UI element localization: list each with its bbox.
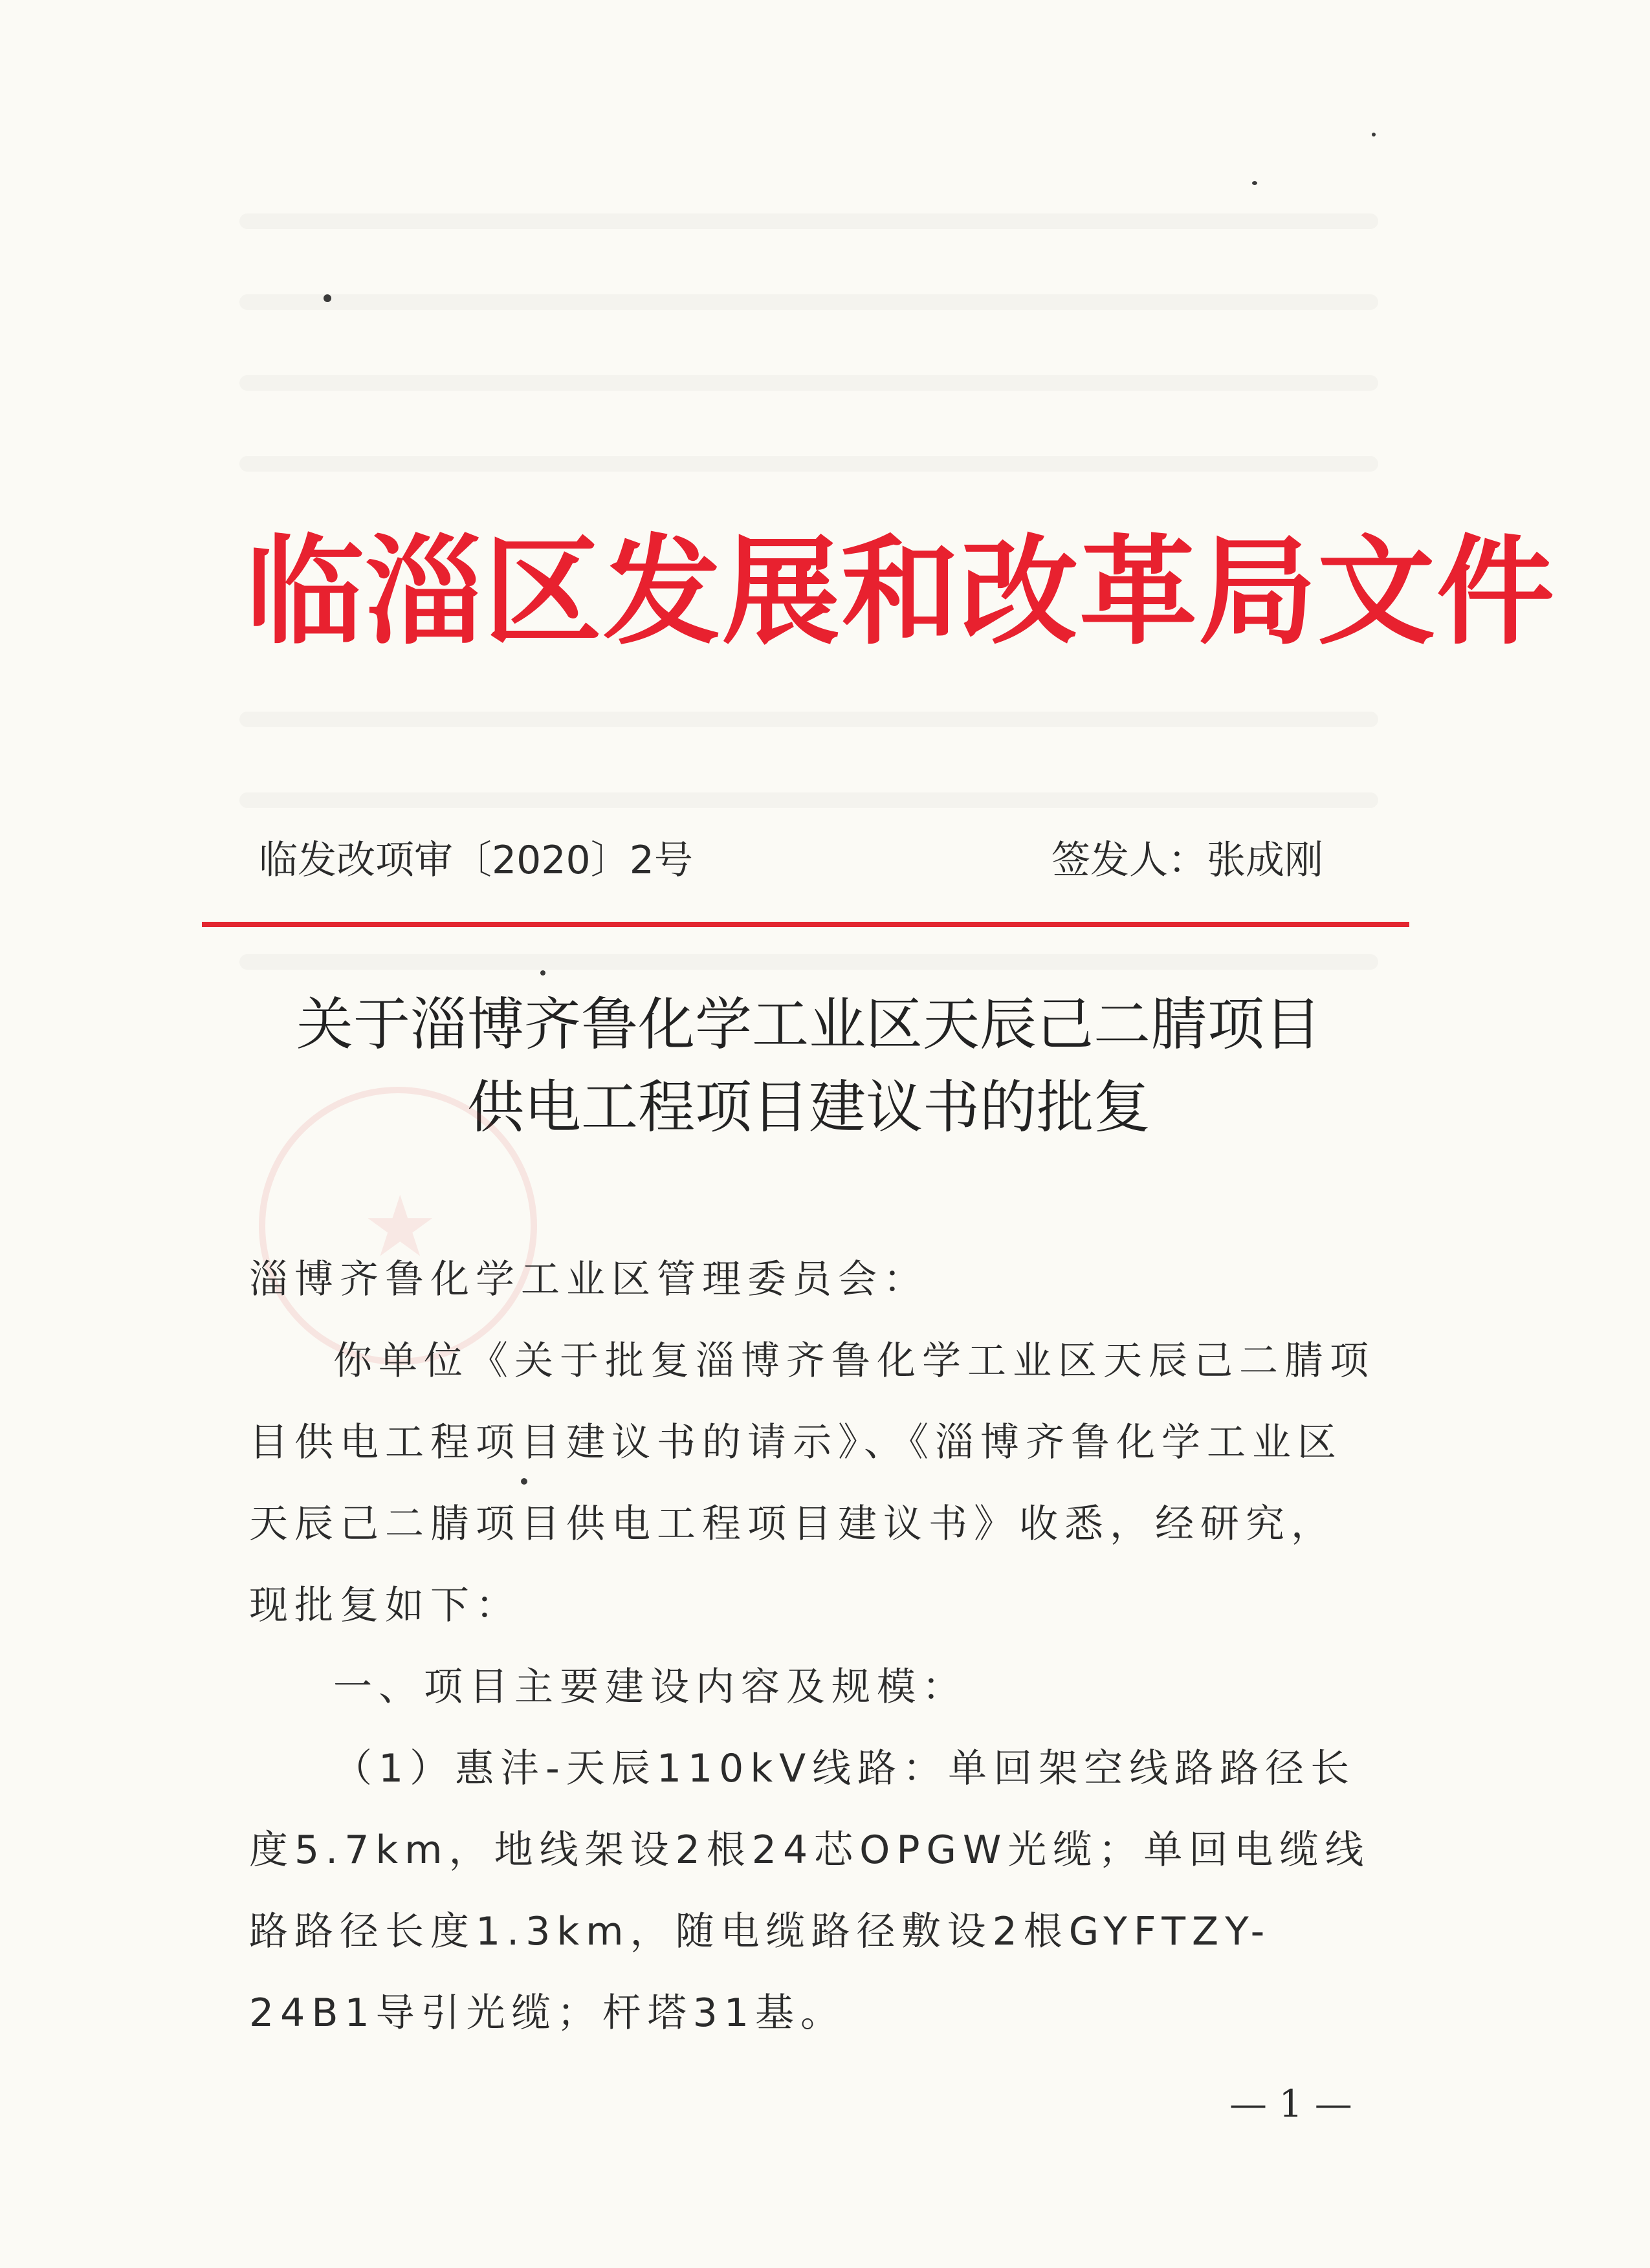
bleed-through-line <box>239 213 1378 229</box>
bleed-through-line <box>239 456 1378 472</box>
scan-speck <box>1372 133 1376 136</box>
masthead-title: 临淄区发展和改革局文件 <box>246 523 1556 660</box>
bleed-through-line <box>239 792 1378 808</box>
title-line-2: 供电工程项目建议书的批复 <box>467 1074 1150 1140</box>
scan-speck <box>540 970 545 976</box>
issuer-signatory: 签发人：张成刚 <box>1051 838 1323 883</box>
page-number: — 1 — <box>1229 2082 1352 2126</box>
red-divider-rule <box>202 922 1409 927</box>
bleed-through-line <box>239 294 1378 310</box>
section-heading: 一、项目主要建设内容及规模： <box>333 1664 967 1710</box>
body-paragraph: 你单位《关于批复淄博齐鲁化学工业区天辰己二腈项目供电工程项目建议书的请示》、《淄博齐鲁化学工业区天辰己二腈项目供电工程项目建议书》收悉，经研究，现批复如下： <box>249 1338 1375 1628</box>
section-item: （1）惠沣-天辰110kV线路：单回架空线路路径长度5.7km，地线架设2根24芯OPGW光缆；单回电缆线路路径长度1.3km，随电缆路径敷设2根GYFTZY-24B1导引光缆；杆塔31基。 <box>249 1746 1370 2036</box>
title-line-1: 关于淄博齐鲁化学工业区天辰己二腈项目 <box>296 991 1321 1058</box>
scan-speck <box>1252 181 1257 185</box>
addressee: 淄博齐鲁化学工业区管理委员会： <box>249 1257 929 1302</box>
bleed-through-line <box>239 954 1378 970</box>
document-body <box>249 1239 1375 2054</box>
bleed-through-line <box>239 712 1378 727</box>
seal-star-icon: ★ <box>362 1177 438 1276</box>
bleed-through-line <box>239 375 1378 391</box>
scan-speck <box>521 1478 527 1485</box>
document-number: 临发改项审〔2020〕2号 <box>259 838 693 883</box>
scan-speck <box>324 294 331 302</box>
